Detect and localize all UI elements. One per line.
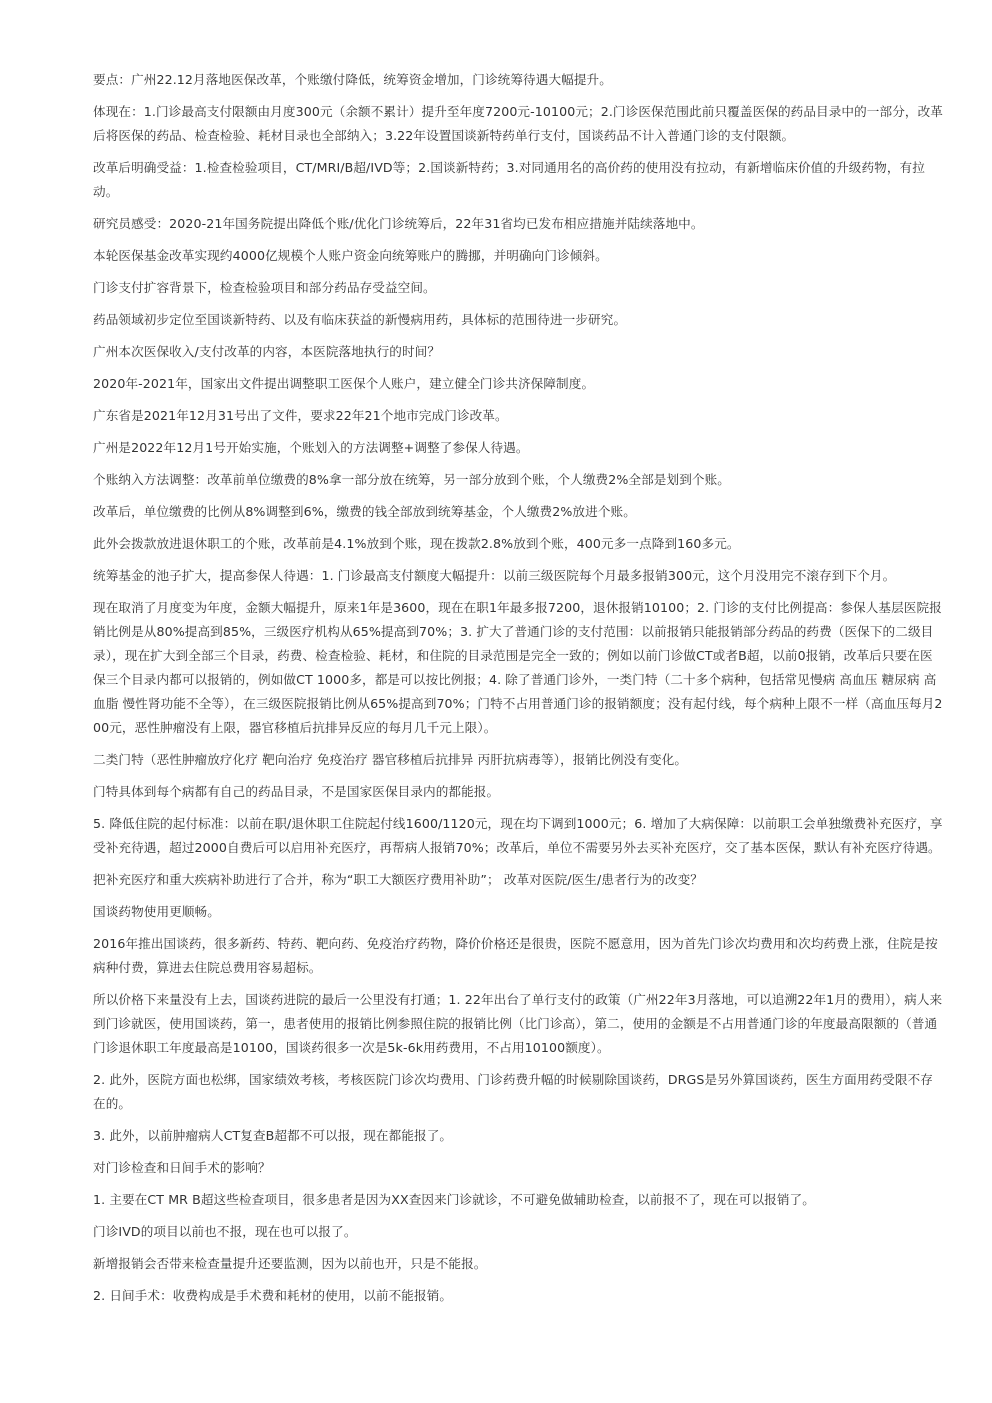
paragraph-retiree-allocation: 此外会拨款放进退休职工的个账，改革前是4.1%放到个账，现在拨款2.8%放到个账，400元多一点降到160多元。 <box>93 536 740 551</box>
paragraph-ivd: 门诊IVD的项目以前也不报，现在也可以报了。 <box>93 1224 357 1239</box>
paragraph-pool-expansion: 统筹基金的池子扩大，提高参保人待遇：1. 门诊最高支付额度大幅提升：以前三级医院每个月最多报销300元，这个月没用完不滚存到下个月。 <box>93 568 896 583</box>
paragraph-post-reform-ratio: 改革后，单位缴费的比例从8%调整到6%，缴费的钱全部放到统筹基金，个人缴费2%放进个账。 <box>93 504 636 519</box>
question-outpatient-impact: 对门诊检查和日间手术的影响？ <box>93 1160 271 1175</box>
paragraph-fund-shift: 本轮医保基金改革实现约4000亿规模个人账户资金向统筹账户的腾挪，并明确向门诊倾斜。 <box>93 248 608 263</box>
paragraph-imaging-items: 1. 主要在CT MR B超这些检查项目，很多患者是因为XX查因来门诊就诊，不可避免做辅助检查，以前报不了，现在可以报销了。 <box>93 1192 815 1207</box>
paragraph-guangdong-policy: 广东省是2021年12月31号出了文件，要求22年21个地市完成门诊改革。 <box>93 408 508 423</box>
paragraph-outpatient-expansion: 门诊支付扩容背景下，检查检验项目和部分药品存受益空间。 <box>93 280 436 295</box>
paragraph-drug-focus: 药品领域初步定位至国谈新特药、以及有临床获益的新慢病用药，具体标的范围待进一步研究。 <box>93 312 627 327</box>
paragraph-researcher-view: 研究员感受：2020-21年国务院提出降低个账/优化门诊统筹后，22年31省均已发布相应措施并陆续落地中。 <box>93 216 704 231</box>
paragraph-volume-monitoring: 新增报销会否带来检查量提升还要监测，因为以前也开，只是不能报。 <box>93 1256 487 1271</box>
paragraph-inpatient-threshold: 5. 降低住院的起付标准：以前在职/退休职工住院起付线1600/1120元，现在均下调到1000元；6. 增加了大病保障：以前职工会单独缴费补充医疗，享受补充待遇，超过2000自费后可以启用补充医疗，再帮病人报销70%；改革后，单位不需要另外去买补充医疗，交了基本医保，默认有补充医疗待遇。 <box>93 816 943 855</box>
paragraph-annual-limit-details: 现在取消了月度变为年度，金额大幅提升，原来1年是3600，现在在职1年最多报7200，退休报销10100；2. 门诊的支付比例提高：参保人基层医院报销比例是从80%提高到85%，三级医疗机构从65%提高到70%；3. 扩大了普通门诊的支付范围：以前报销只能报销部分药品的药费（医保下的二级目录），现在扩大到全部三个目录，药费、检查检验、耗材，和住院的目录范围是完全一致的；例如以前门诊做CT或者B超，以前0报销，改革后只要在医保三个目录内都可以报销的，例如做CT 1000多，都是可以按比例报；4. 除了普通门诊外，一类门特（二十多个病种，包括常见慢病 高血压 糖尿病 高血脂 慢性肾功能不全等），在三级医院报销比例从65%提高到70%；门特不占用普通门诊的报销额度；没有起付线，每个病种上限不一样（高血压每月200元，恶性肿瘤没有上限，器官移植后抗排异反应的每月几千元上限）。 <box>93 600 943 735</box>
paragraph-hospital-assessment: 2. 此外，医院方面也松绑，国家绩效考核，考核医院门诊次均费用、门诊药费升幅的时候剔除国谈药，DRGS是另外算国谈药，医生方面用药受限不存在的。 <box>93 1072 933 1111</box>
paragraph-beneficiaries: 改革后明确受益：1.检查检验项目，CT/MRI/B超/IVD等；2.国谈新特药；3.对同通用名的高价药的使用没有拉动，有新增临床价值的升级药物，有拉动。 <box>93 160 925 199</box>
paragraph-smoother-usage: 国谈药物使用更顺畅。 <box>93 904 220 919</box>
paragraph-class-two-special: 二类门特（恶性肿瘤放疗化疗 靶向治疗 免疫治疗 器官移植后抗排异 丙肝抗病毒等），报销比例没有变化。 <box>93 752 688 767</box>
paragraph-guangzhou-implementation: 广州是2022年12月1号开始实施，个账划入的方法调整+调整了参保人待遇。 <box>93 440 529 455</box>
paragraph-day-surgery: 2. 日间手术：收费构成是手术费和耗材的使用，以前不能报销。 <box>93 1288 453 1303</box>
paragraph-merged-subsidy: 把补充医疗和重大疾病补助进行了合并，称为“职工大额医疗费用补助”； 改革对医院/医生/患者行为的改变？ <box>93 872 703 887</box>
question-reform-content: 广州本次医保收入/支付改革的内容，本医院落地执行的时间？ <box>93 344 441 359</box>
document-body <box>93 68 945 1316</box>
paragraph-single-payment-policy: 所以价格下来量没有上去，国谈药进院的最后一公里没有打通；1. 22年出台了单行支付的政策（广州22年3月落地，可以追溯22年1月的费用），病人来到门诊就医，使用国谈药，第一，患者使用的报销比例参照住院的报销比例（比门诊高），第二，使用的金额是不占用普通门诊的年度最高限额的（普通门诊退休职工年度最高是10100，国谈药很多一次是5k-6k用药费用，不占用10100额度）。 <box>93 992 943 1055</box>
paragraph-manifestation: 体现在：1.门诊最高支付限额由月度300元（余额不累计）提升至年度7200元-10100元；2.门诊医保范围此前只覆盖医保的药品目录中的一部分，改革后将医保的药品、检查检验、耗材目录也全部纳入；3.22年设置国谈新特药单行支付，国谈药品不计入普通门诊的支付限额。 <box>93 104 943 143</box>
paragraph-account-method: 个账纳入方法调整：改革前单位缴费的8%拿一部分放在统筹，另一部分放到个账，个人缴费2%全部是划到个账。 <box>93 472 730 487</box>
paragraph-tumor-ct: 3. 此外，以前肿瘤病人CT复查B超都不可以报，现在都能报了。 <box>93 1128 453 1143</box>
paragraph-2016-negotiated-drugs: 2016年推出国谈药，很多新药、特药、靶向药、免疫治疗药物，降价价格还是很贵，医院不愿意用，因为首先门诊次均费用和次均药费上涨，住院是按病种付费，算进去住院总费用容易超标。 <box>93 936 938 975</box>
paragraph-special-drug-list: 门特具体到每个病都有自己的药品目录，不是国家医保目录内的都能报。 <box>93 784 500 799</box>
summary-key-points: 要点：广州22.12月落地医保改革，个账缴付降低，统筹资金增加，门诊统筹待遇大幅提升。 <box>93 72 612 87</box>
paragraph-national-policy: 2020年-2021年，国家出文件提出调整职工医保个人账户，建立健全门诊共济保障制度。 <box>93 376 595 391</box>
